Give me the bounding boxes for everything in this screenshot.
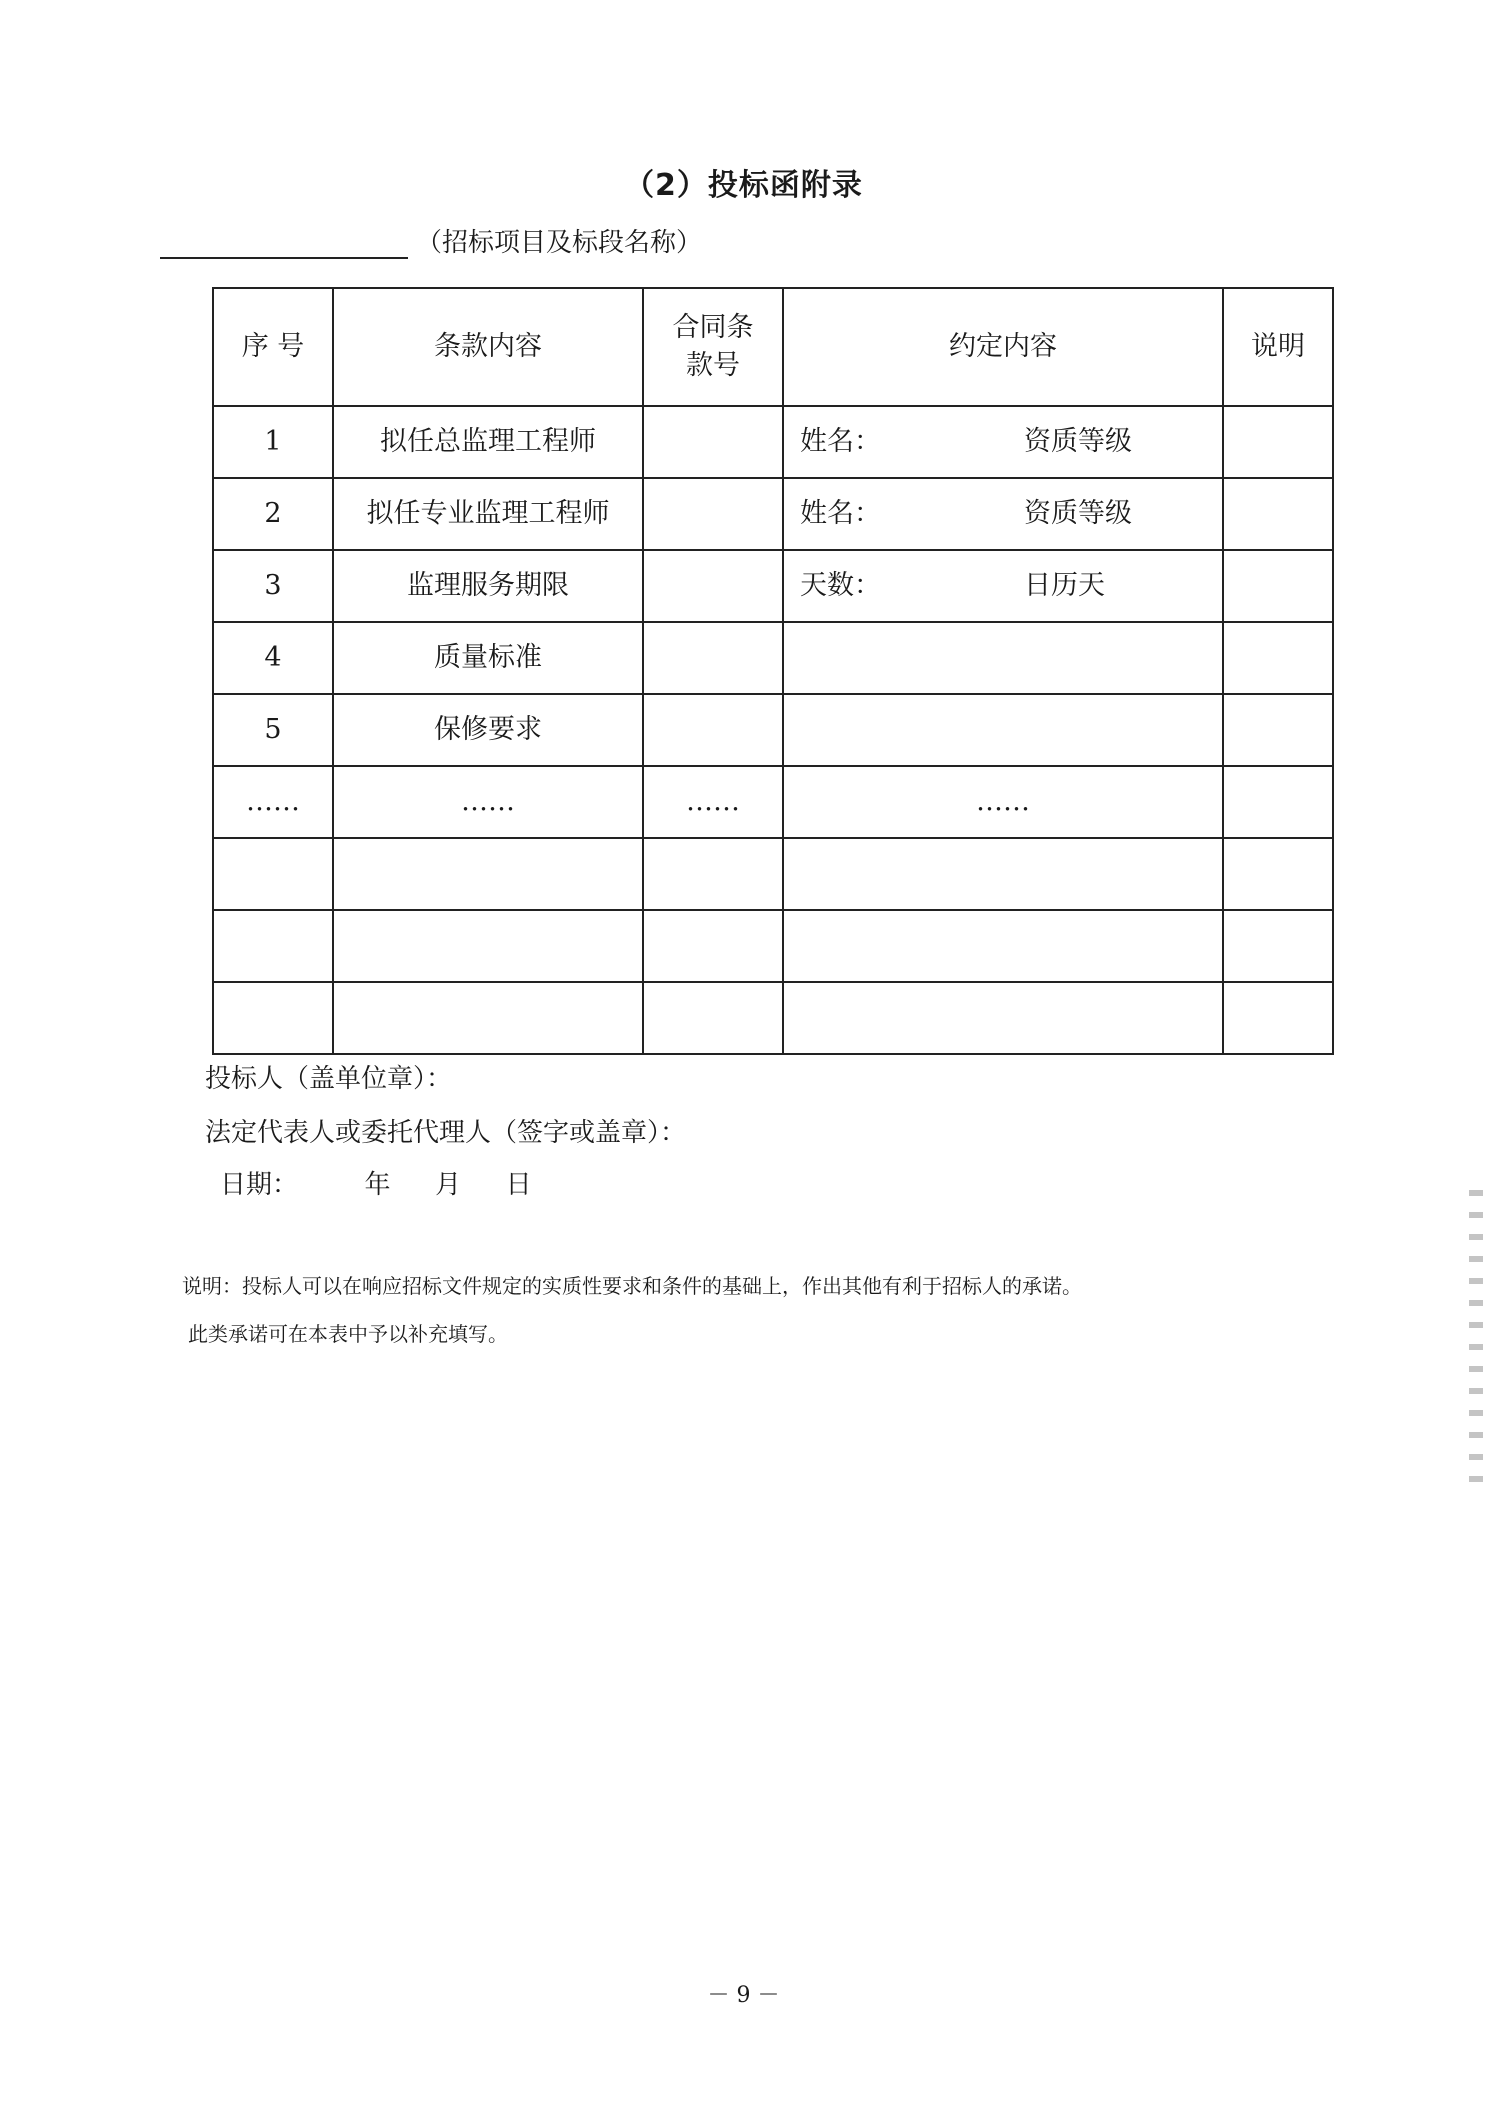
agreed-left: 姓名： (800, 426, 881, 458)
table-row (213, 694, 1333, 766)
cell-clause: 质量标准 (333, 622, 643, 694)
agreed-right: 资质等级 (1024, 426, 1132, 458)
cell-agreed[interactable]: …… (783, 766, 1223, 838)
table-header-row (213, 288, 1333, 406)
agreed-right: 资质等级 (1024, 498, 1132, 530)
representative-sign-line: 法定代表人或委托代理人（签字或盖章）： (205, 1118, 687, 1148)
cell-remark[interactable] (1223, 550, 1333, 622)
date-label: 日期： (220, 1170, 299, 1200)
table-row (213, 910, 1333, 982)
header-agreed: 约定内容 (783, 288, 1223, 406)
cell-remark[interactable] (1223, 694, 1333, 766)
cell-seq: 4 (213, 622, 333, 694)
cell-contract[interactable] (643, 622, 783, 694)
project-name-blank[interactable] (160, 229, 408, 259)
table-row (213, 622, 1333, 694)
header-contract-no-line2: 款号 (686, 350, 740, 381)
date-month: 月 (435, 1170, 462, 1200)
appendix-table (212, 287, 1334, 1055)
cell-clause: 拟任专业监理工程师 (333, 478, 643, 550)
cell-remark[interactable] (1223, 406, 1333, 478)
agreed-right: 日历天 (1024, 570, 1105, 602)
bidder-seal-line: 投标人（盖单位章）： (205, 1064, 453, 1094)
cell-clause: 拟任总监理工程师 (333, 406, 643, 478)
cell-remark[interactable] (1223, 622, 1333, 694)
cell-seq[interactable] (213, 982, 333, 1054)
cell-agreed[interactable] (783, 982, 1223, 1054)
table-row (213, 406, 1333, 478)
cell-agreed[interactable] (783, 406, 1223, 478)
cell-seq: 1 (213, 406, 333, 478)
header-clause: 条款内容 (333, 288, 643, 406)
cell-clause[interactable] (333, 982, 643, 1054)
project-name-label: （招标项目及标段名称） (416, 228, 703, 258)
cell-clause[interactable] (333, 910, 643, 982)
cell-clause[interactable] (333, 838, 643, 910)
cell-remark[interactable] (1223, 838, 1333, 910)
cell-seq: 3 (213, 550, 333, 622)
cell-remark[interactable] (1223, 910, 1333, 982)
cell-clause: …… (333, 766, 643, 838)
cell-remark[interactable] (1223, 766, 1333, 838)
agreed-left: 姓名： (800, 498, 881, 530)
header-remark: 说明 (1223, 288, 1333, 406)
date-day: 日 (505, 1170, 532, 1200)
table-row (213, 982, 1333, 1054)
cell-seq[interactable] (213, 910, 333, 982)
cell-clause: 监理服务期限 (333, 550, 643, 622)
cell-clause: 保修要求 (333, 694, 643, 766)
cell-agreed[interactable] (783, 478, 1223, 550)
cell-agreed[interactable] (783, 694, 1223, 766)
cell-seq: 5 (213, 694, 333, 766)
header-seq: 序 号 (213, 288, 333, 406)
cell-contract[interactable] (643, 982, 783, 1054)
cell-contract[interactable] (643, 910, 783, 982)
agreed-left: 天数： (800, 570, 881, 602)
cell-agreed[interactable] (783, 838, 1223, 910)
cell-contract[interactable] (643, 838, 783, 910)
scan-artifact-decoration (1469, 1190, 1483, 1490)
header-contract-no-line1: 合同条 (672, 312, 754, 344)
cell-contract[interactable] (643, 694, 783, 766)
table-row (213, 550, 1333, 622)
note-line-1: 说明：投标人可以在响应招标文件规定的实质性要求和条件的基础上，作出其他有利于招标人的承诺。 (182, 1274, 1082, 1298)
cell-remark[interactable] (1223, 982, 1333, 1054)
cell-contract[interactable] (643, 550, 783, 622)
date-year: 年 (364, 1170, 391, 1200)
note-line-2: 此类承诺可在本表中予以补充填写。 (188, 1322, 508, 1346)
cell-contract[interactable] (643, 406, 783, 478)
cell-contract[interactable]: …… (643, 766, 783, 838)
cell-seq: …… (213, 766, 333, 838)
cell-agreed[interactable] (783, 550, 1223, 622)
table-row (213, 478, 1333, 550)
cell-seq: 2 (213, 478, 333, 550)
cell-remark[interactable] (1223, 478, 1333, 550)
page-title: （2）投标函附录 (624, 168, 863, 203)
header-contract-no (643, 288, 783, 406)
page-number: － 9 － (707, 1983, 780, 2008)
cell-contract[interactable] (643, 478, 783, 550)
cell-agreed[interactable] (783, 910, 1223, 982)
project-name-line (160, 222, 702, 259)
cell-agreed[interactable] (783, 622, 1223, 694)
table-row (213, 766, 1333, 838)
date-line (220, 1164, 532, 1201)
cell-seq[interactable] (213, 838, 333, 910)
table-row (213, 838, 1333, 910)
